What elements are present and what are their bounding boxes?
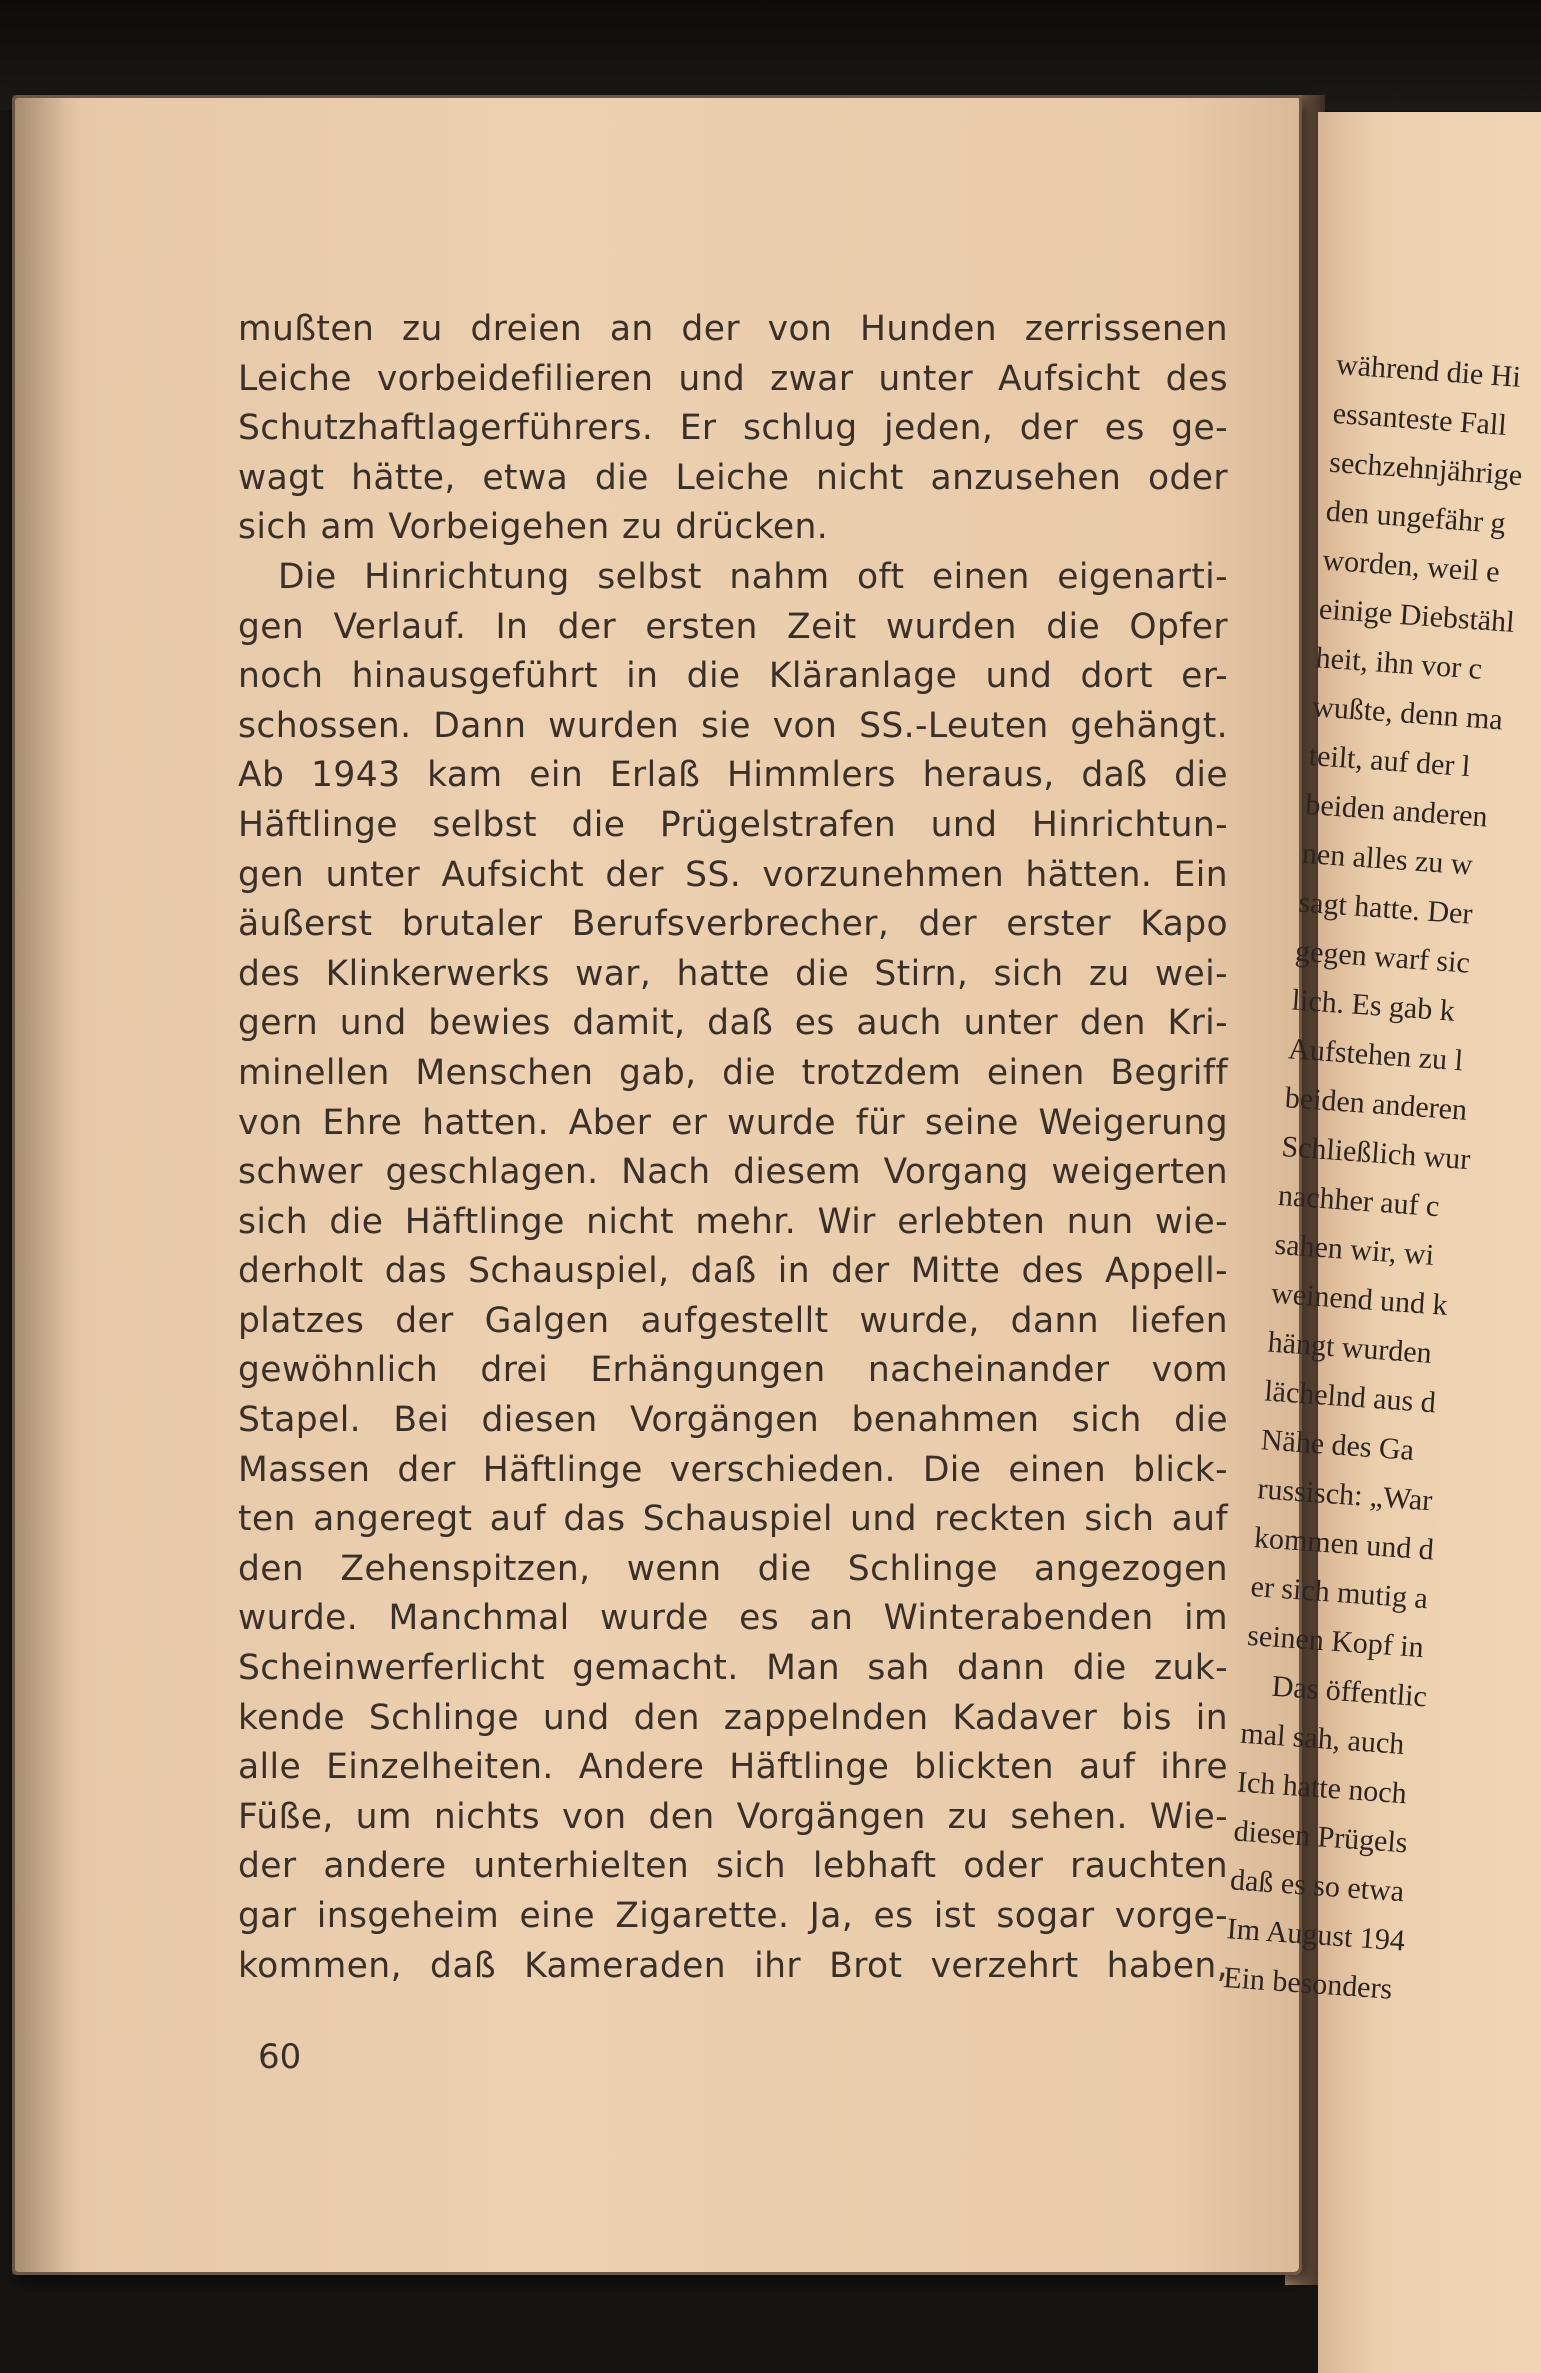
right-text-line: einige Diebstähl [1318, 592, 1516, 639]
text-line: mußten zu dreien an der von Hunden zerrissenen [238, 309, 1228, 349]
right-text-line: nen alles zu w [1300, 836, 1474, 882]
right-text-line: lich. Es gab k [1290, 983, 1456, 1028]
right-text-line: nachher auf c [1277, 1178, 1441, 1224]
text-line: den Zehenspitzen, wenn die Schlinge angezogen [238, 1548, 1228, 1589]
text-line: minellen Menschen gab, die trotzdem einen Begriff [238, 1052, 1228, 1093]
right-text-line: sahen wir, wi [1273, 1227, 1436, 1272]
right-text-line: sechzehnjährige [1328, 445, 1524, 493]
text-line: äußerst brutaler Berufsverbrecher, der erster Kapo [238, 904, 1228, 945]
text-line: platzes der Galgen aufgestellt wurde, dann liefen [238, 1300, 1228, 1341]
left-page-body [238, 305, 1228, 1991]
text-line: der andere unterhielten sich lebhaft oder rauchten [238, 1846, 1228, 1887]
text-line: Häftlinge selbst die Prügelstrafen und Hinrichtun- [238, 804, 1228, 845]
text-line: derholt das Schauspiel, daß in der Mitte des Appell- [238, 1251, 1228, 1292]
text-line: Stapel. Bei diesen Vorgängen benahmen sich die [238, 1400, 1228, 1441]
right-text-line: Im August 194 [1225, 1912, 1406, 1958]
right-text-line: beiden anderen [1304, 787, 1489, 834]
right-text-line: Aufstehen zu l [1287, 1032, 1465, 1078]
right-text-line: mal sah, auch [1239, 1716, 1406, 1762]
page-number: 60 [258, 2037, 302, 2077]
text-line: ten angeregt auf das Schauspiel und reckten sich auf [238, 1499, 1228, 1540]
right-text-line: beiden anderen [1283, 1081, 1469, 1127]
text-line: sich am Vorbeigehen zu drücken. [238, 507, 829, 548]
text-line: Füße, um nichts von den Vorgängen zu sehen. Wie- [238, 1796, 1228, 1837]
text-line: kende Schlinge und den zappelnden Kadaver bis in [238, 1697, 1228, 1738]
text-line: gen Verlauf. In der ersten Zeit wurden die Opfer [238, 606, 1228, 647]
text-line: Die Hinrichtung selbst nahm oft einen eigenarti- [278, 556, 1228, 597]
text-line: noch hinausgeführt in die Kläranlage und dort er- [238, 656, 1228, 697]
text-line: Leiche vorbeidefilieren und zwar unter Aufsicht des [238, 358, 1228, 399]
text-line: gar insgeheim eine Zigarette. Ja, es ist sogar vorge- [238, 1896, 1228, 1936]
right-text-line: daß es so etwa [1229, 1863, 1406, 1909]
right-text-line: den ungefähr g [1324, 494, 1507, 541]
right-text-line: diesen Prügels [1232, 1814, 1409, 1860]
right-text-line: Nähe des Ga [1259, 1423, 1416, 1467]
right-text-line: sagt hatte. Der [1297, 885, 1474, 931]
text-line: sich die Häftlinge nicht mehr. Wir erlebten nun wie- [238, 1201, 1228, 1242]
text-line: des Klinkerwerks war, hatte die Stirn, sich zu wei- [238, 953, 1228, 994]
text-line: gewöhnlich drei Erhängungen nacheinander vom [238, 1350, 1228, 1391]
right-text-line: heit, ihn vor c [1314, 641, 1484, 686]
right-text-line: lächelnd aus d [1263, 1374, 1437, 1420]
right-text-line: essanteste Fall [1331, 396, 1508, 442]
right-text-line: wußte, denn ma [1311, 690, 1504, 737]
background-dark-top [0, 0, 1541, 110]
right-text-line: weinend und k [1270, 1276, 1449, 1322]
right-text-line: während die Hi [1335, 347, 1522, 394]
right-text-line: hängt wurden [1266, 1325, 1433, 1370]
text-line: von Ehre hatten. Aber er wurde für seine Weigerung [238, 1102, 1228, 1143]
right-text-line: Schließlich wur [1280, 1130, 1472, 1177]
text-line: Ab 1943 kam ein Erlaß Himmlers heraus, daß die [238, 755, 1228, 796]
text-line: schossen. Dann wurden sie von SS.-Leuten gehängt. [238, 705, 1228, 746]
right-text-line: kommen und d [1253, 1521, 1435, 1567]
right-text-line: seinen Kopf in [1246, 1618, 1425, 1665]
text-line: Massen der Häftlinge verschieden. Die einen blick- [238, 1449, 1228, 1490]
text-line: Schutzhaftlagerführers. Er schlug jeden, der es ge- [238, 408, 1228, 449]
right-text-line: Ein besonders [1222, 1961, 1394, 2006]
text-line: Scheinwerferlicht gemacht. Man sah dann die zuk- [238, 1648, 1228, 1689]
text-line: kommen, daß Kameraden ihr Brot verzehrt haben, [238, 1945, 1228, 1986]
right-text-line: teilt, auf der l [1307, 739, 1472, 784]
text-line: gen unter Aufsicht der SS. vorzunehmen hätten. Ein [238, 854, 1228, 895]
text-line: alle Einzelheiten. Andere Häftlinge blickten auf ihre [238, 1747, 1228, 1788]
right-text-line: Ich hatte noch [1236, 1765, 1408, 1811]
text-line: wagt hätte, etwa die Leiche nicht anzusehen oder [238, 457, 1228, 498]
text-line: schwer geschlagen. Nach diesem Vorgang weigerten [238, 1152, 1228, 1193]
right-text-line: worden, weil e [1321, 543, 1501, 589]
right-text-line: russisch: „War [1256, 1472, 1434, 1518]
right-text-line: Das öffentlic [1270, 1669, 1428, 1714]
right-text-line: er sich mutig a [1249, 1569, 1430, 1616]
text-line: wurde. Manchmal wurde es an Winterabenden im [238, 1598, 1228, 1639]
right-text-line: gegen warf sic [1294, 934, 1471, 980]
text-line: gern und bewies damit, daß es auch unter den Kri- [238, 1003, 1228, 1044]
